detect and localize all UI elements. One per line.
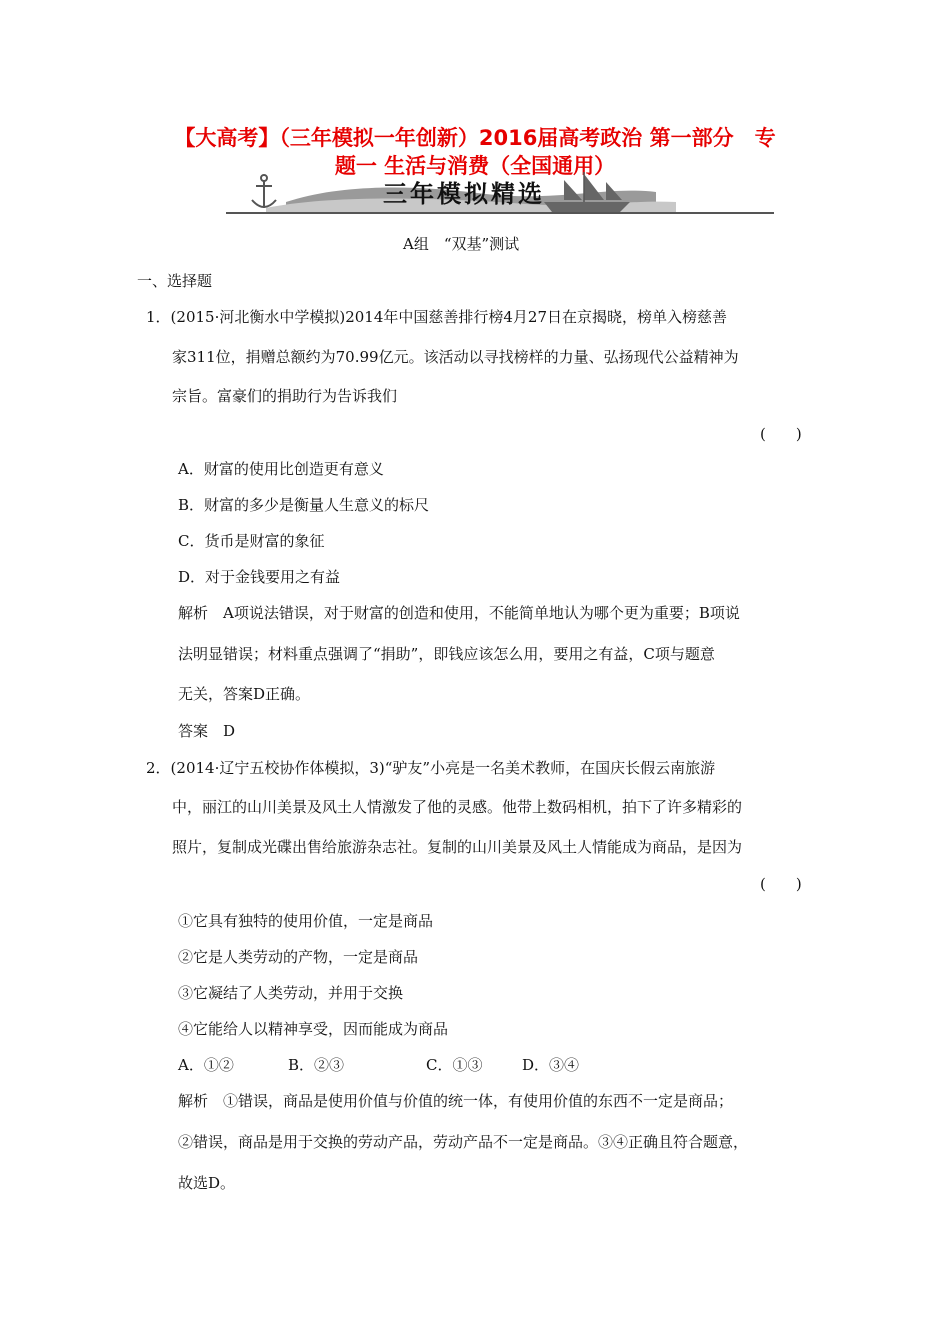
q2-stem-line-3: 照片，复制成光碟出售给旅游杂志社。复制的山川美景及风土人情能成为商品，是因为 (172, 838, 743, 856)
q2-option-d: D．③④ (522, 1056, 580, 1074)
q2-option-a: A．①② (178, 1056, 234, 1074)
section-banner (226, 172, 774, 220)
q2-option-c: C．①③ (426, 1056, 483, 1074)
q2-explanation-line-2: ②错误，商品是用于交换的劳动产品，劳动产品不一定是商品。③④正确且符合题意， (178, 1133, 749, 1151)
banner-text: 三年模拟精选 (383, 180, 545, 208)
q1-explanation-line-3: 无关，答案D正确。 (178, 685, 311, 703)
q2-option-b: B．②③ (288, 1056, 345, 1074)
q1-option-d: D．对于金钱要用之有益 (178, 568, 341, 586)
q1-option-c: C．货币是财富的象征 (178, 532, 325, 550)
q2-statement-2: ②它是人类劳动的产物，一定是商品 (178, 948, 419, 966)
q1-stem-line-3: 宗旨。富豪们的捐助行为告诉我们 (172, 387, 398, 405)
group-heading: A组 “双基”测试 (403, 235, 520, 253)
q2-explanation-line-3: 故选D。 (178, 1174, 236, 1192)
q2-statement-1: ①它具有独特的使用价值，一定是商品 (178, 912, 434, 930)
q2-statement-3: ③它凝结了人类劳动，并用于交换 (178, 984, 404, 1002)
q1-option-a: A．财富的使用比创造更有意义 (178, 460, 384, 478)
q2-stem-line-2: 中，丽江的山川美景及风土人情激发了他的灵感。他带上数码相机，拍下了许多精彩的 (172, 798, 743, 816)
q1-explanation-line-2: 法明显错误；材料重点强调了“捐助”，即钱应该怎么用，要用之有益，C项与题意 (178, 645, 715, 663)
q1-option-b: B．财富的多少是衡量人生意义的标尺 (178, 496, 430, 514)
q1-stem-line-2: 家311位，捐赠总额约为70.99亿元。该活动以寻找榜样的力量、弘扬现代公益精神为 (172, 348, 739, 366)
q1-explanation-line-1: 解析 A项说法错误，对于财富的创造和使用，不能简单地认为哪个更为重要；B项说 (178, 604, 740, 622)
title-line-1: 【大高考】（三年模拟一年创新）2016届高考政治 第一部分 专 (174, 126, 776, 150)
q2-explanation-line-1: 解析 ①错误，商品是使用价值与价值的统一体，有使用价值的东西不一定是商品； (178, 1092, 734, 1110)
question-type-heading: 一、选择题 (137, 272, 213, 290)
q2-statement-4: ④它能给人以精神享受，因而能成为商品 (178, 1020, 449, 1038)
anchor-icon (252, 175, 276, 208)
q1-stem-line-1: 1．(2015·河北衡水中学模拟)2014年中国慈善排行榜4月27日在京揭晓，榜单入榜慈善 (146, 308, 727, 326)
q2-answer-blank: ( ) (760, 875, 802, 893)
q1-answer: 答案 D (178, 722, 236, 740)
q1-answer-blank: ( ) (760, 425, 802, 443)
q2-stem-line-1: 2．(2014·辽宁五校协作体模拟，3)“驴友”小亮是一名美术教师，在国庆长假云南旅游 (146, 759, 716, 777)
title-line-2: 题一 生活与消费（全国通用） (334, 154, 616, 178)
